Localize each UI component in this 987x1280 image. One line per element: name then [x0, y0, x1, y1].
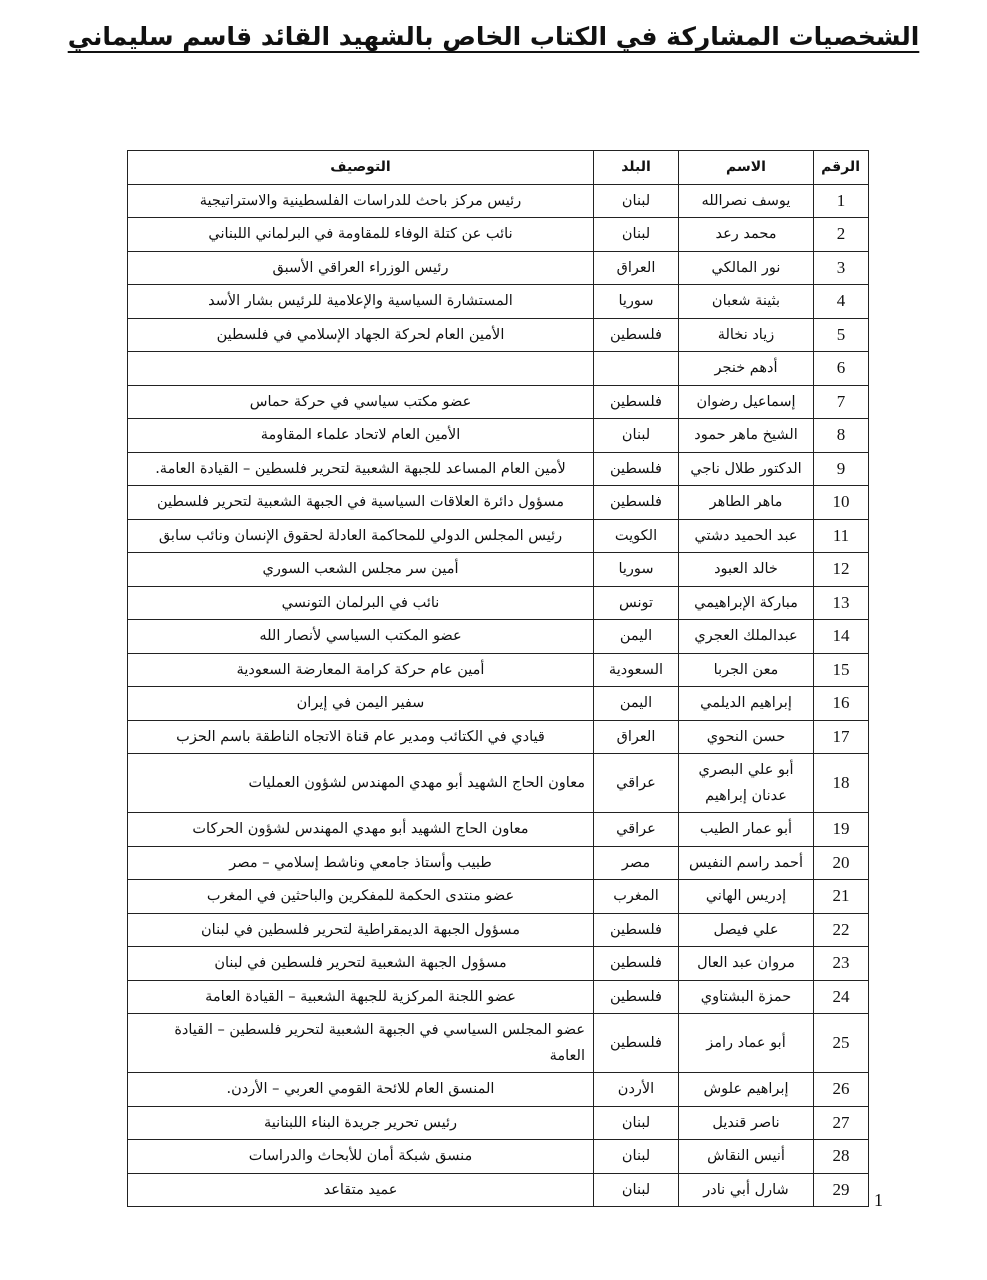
row-number: 28	[814, 1140, 869, 1174]
row-description: نائب في البرلمان التونسي	[128, 586, 594, 620]
row-number: 25	[814, 1014, 869, 1073]
row-number: 7	[814, 385, 869, 419]
row-country: عراقي	[594, 754, 679, 813]
row-name: إسماعيل رضوان	[679, 385, 814, 419]
row-name: الشيخ ماهر حمود	[679, 419, 814, 453]
table-row	[128, 947, 869, 981]
row-number: 14	[814, 620, 869, 654]
table-row	[128, 519, 869, 553]
row-description: عميد متقاعد	[128, 1173, 594, 1207]
row-number: 24	[814, 980, 869, 1014]
row-number: 8	[814, 419, 869, 453]
row-country: فلسطين	[594, 947, 679, 981]
row-description: عضو منتدى الحكمة للمفكرين والباحثين في المغرب	[128, 880, 594, 914]
row-name: نور المالكي	[679, 251, 814, 285]
page-number: 1	[874, 1190, 883, 1210]
header-name: الاسم	[679, 151, 814, 185]
header-country: البلد	[594, 151, 679, 185]
row-number: 27	[814, 1106, 869, 1140]
row-description: المستشارة السياسية والإعلامية للرئيس بشار الأسد	[128, 285, 594, 319]
row-country: فلسطين	[594, 913, 679, 947]
row-name: أبو علي البصري عدنان إبراهيم	[679, 754, 814, 813]
table-row	[128, 980, 869, 1014]
table-row	[128, 1073, 869, 1107]
table-row	[128, 251, 869, 285]
page-title: الشخصيات المشاركة في الكتاب الخاص بالشهيد القائد قاسم سليماني	[67, 22, 920, 51]
table-row	[128, 1106, 869, 1140]
row-country: الأردن	[594, 1073, 679, 1107]
row-name: معن الجربا	[679, 653, 814, 687]
row-name: حمزة البشتاوي	[679, 980, 814, 1014]
row-country: فلسطين	[594, 385, 679, 419]
participants-table	[127, 150, 869, 1207]
row-number: 13	[814, 586, 869, 620]
table-row	[128, 184, 869, 218]
row-name: أدهم خنجر	[679, 352, 814, 386]
row-name: يوسف نصرالله	[679, 184, 814, 218]
table-row	[128, 385, 869, 419]
row-description	[128, 352, 594, 386]
row-number: 22	[814, 913, 869, 947]
row-description: عضو المجلس السياسي في الجبهة الشعبية لتحرير فلسطين – القيادة العامة	[128, 1014, 594, 1073]
row-country: العراق	[594, 251, 679, 285]
row-number: 6	[814, 352, 869, 386]
row-country: المغرب	[594, 880, 679, 914]
row-description: رئيس تحرير جريدة البناء اللبنانية	[128, 1106, 594, 1140]
row-country: السعودية	[594, 653, 679, 687]
row-country: فلسطين	[594, 486, 679, 520]
row-description: رئيس الوزراء العراقي الأسبق	[128, 251, 594, 285]
table-row	[128, 285, 869, 319]
table-row	[128, 754, 869, 813]
row-name: أحمد راسم النفيس	[679, 846, 814, 880]
row-number: 19	[814, 813, 869, 847]
row-description: أمين سر مجلس الشعب السوري	[128, 553, 594, 587]
row-description: الأمين العام لاتحاد علماء المقاومة	[128, 419, 594, 453]
table-row	[128, 813, 869, 847]
row-country: سوريا	[594, 285, 679, 319]
row-description: مسؤول الجبهة الديمقراطية لتحرير فلسطين في لبنان	[128, 913, 594, 947]
row-name: إبراهيم علوش	[679, 1073, 814, 1107]
table-row	[128, 720, 869, 754]
row-name: إدريس الهاني	[679, 880, 814, 914]
table-row	[128, 318, 869, 352]
row-country: عراقي	[594, 813, 679, 847]
row-country: لبنان	[594, 1106, 679, 1140]
row-country: سوريا	[594, 553, 679, 587]
row-name: إبراهيم الديلمي	[679, 687, 814, 721]
row-description: نائب عن كتلة الوفاء للمقاومة في البرلماني اللبناني	[128, 218, 594, 252]
table-row	[128, 1140, 869, 1174]
row-description: سفير اليمن في إيران	[128, 687, 594, 721]
row-country: لبنان	[594, 1173, 679, 1207]
row-country: لبنان	[594, 1140, 679, 1174]
row-number: 29	[814, 1173, 869, 1207]
row-number: 20	[814, 846, 869, 880]
row-number: 4	[814, 285, 869, 319]
table-row	[128, 846, 869, 880]
row-description: رئيس مركز باحث للدراسات الفلسطينية والاستراتيجية	[128, 184, 594, 218]
row-name: مباركة الإبراهيمي	[679, 586, 814, 620]
table-row	[128, 1173, 869, 1207]
row-description: عضو المكتب السياسي لأنصار الله	[128, 620, 594, 654]
row-country	[594, 352, 679, 386]
row-description: منسق شبكة أمان للأبحاث والدراسات	[128, 1140, 594, 1174]
row-country: لبنان	[594, 419, 679, 453]
row-description: عضو مكتب سياسي في حركة حماس	[128, 385, 594, 419]
table-row	[128, 620, 869, 654]
row-name: عبد الحميد دشتي	[679, 519, 814, 553]
row-name: أبو عمار الطيب	[679, 813, 814, 847]
row-country: لبنان	[594, 218, 679, 252]
row-number: 18	[814, 754, 869, 813]
row-country: فلسطين	[594, 452, 679, 486]
row-number: 3	[814, 251, 869, 285]
row-number: 17	[814, 720, 869, 754]
row-number: 2	[814, 218, 869, 252]
row-description: المنسق العام للائحة القومي العربي – الأردن.	[128, 1073, 594, 1107]
table-body	[128, 184, 869, 1207]
table-row	[128, 553, 869, 587]
header-description: التوصيف	[128, 151, 594, 185]
row-name: ماهر الطاهر	[679, 486, 814, 520]
table-row	[128, 880, 869, 914]
row-description: رئيس المجلس الدولي للمحاكمة العادلة لحقوق الإنسان ونائب سابق	[128, 519, 594, 553]
row-number: 16	[814, 687, 869, 721]
row-number: 11	[814, 519, 869, 553]
table-row	[128, 1014, 869, 1073]
row-number: 12	[814, 553, 869, 587]
row-name: مروان عبد العال	[679, 947, 814, 981]
row-name: خالد العبود	[679, 553, 814, 587]
row-country: العراق	[594, 720, 679, 754]
row-country: لبنان	[594, 184, 679, 218]
table-row	[128, 653, 869, 687]
row-number: 26	[814, 1073, 869, 1107]
row-country: فلسطين	[594, 1014, 679, 1073]
row-country: اليمن	[594, 687, 679, 721]
table-row	[128, 586, 869, 620]
row-country: الكويت	[594, 519, 679, 553]
row-name: علي فيصل	[679, 913, 814, 947]
row-number: 5	[814, 318, 869, 352]
table-row	[128, 452, 869, 486]
row-description: طبيب وأستاذ جامعي وناشط إسلامي – مصر	[128, 846, 594, 880]
row-country: اليمن	[594, 620, 679, 654]
table-row	[128, 419, 869, 453]
header-number: الرقم	[814, 151, 869, 185]
table-row	[128, 218, 869, 252]
row-description: مسؤول الجبهة الشعبية لتحرير فلسطين في لبنان	[128, 947, 594, 981]
row-name: عبدالملك العجري	[679, 620, 814, 654]
row-name: محمد رعد	[679, 218, 814, 252]
row-country: فلسطين	[594, 980, 679, 1014]
table-row	[128, 913, 869, 947]
table-row	[128, 352, 869, 386]
row-description: الأمين العام لحركة الجهاد الإسلامي في فلسطين	[128, 318, 594, 352]
row-number: 9	[814, 452, 869, 486]
row-number: 10	[814, 486, 869, 520]
table-header-row	[128, 151, 869, 185]
row-country: فلسطين	[594, 318, 679, 352]
table-row	[128, 486, 869, 520]
row-description: لأمين العام المساعد للجبهة الشعبية لتحرير فلسطين – القيادة العامة.	[128, 452, 594, 486]
row-number: 23	[814, 947, 869, 981]
row-description: مسؤول دائرة العلاقات السياسية في الجبهة الشعبية لتحرير فلسطين	[128, 486, 594, 520]
row-name: زياد نخالة	[679, 318, 814, 352]
row-country: مصر	[594, 846, 679, 880]
row-name: حسن النحوي	[679, 720, 814, 754]
table-row	[128, 687, 869, 721]
row-name: بثينة شعبان	[679, 285, 814, 319]
row-name: أبو عماد رامز	[679, 1014, 814, 1073]
row-number: 1	[814, 184, 869, 218]
row-name: أنيس النقاش	[679, 1140, 814, 1174]
row-number: 15	[814, 653, 869, 687]
row-description: قيادي في الكتائب ومدير عام قناة الاتجاه الناطقة باسم الحزب	[128, 720, 594, 754]
row-number: 21	[814, 880, 869, 914]
row-country: تونس	[594, 586, 679, 620]
row-description: معاون الحاج الشهيد أبو مهدي المهندس لشؤون العمليات	[128, 754, 594, 813]
row-name: ناصر قنديل	[679, 1106, 814, 1140]
row-name: شارل أبي نادر	[679, 1173, 814, 1207]
row-description: أمين عام حركة كرامة المعارضة السعودية	[128, 653, 594, 687]
row-description: معاون الحاج الشهيد أبو مهدي المهندس لشؤون الحركات	[128, 813, 594, 847]
row-description: عضو اللجنة المركزية للجبهة الشعبية – القيادة العامة	[128, 980, 594, 1014]
row-name: الدكتور طلال ناجي	[679, 452, 814, 486]
